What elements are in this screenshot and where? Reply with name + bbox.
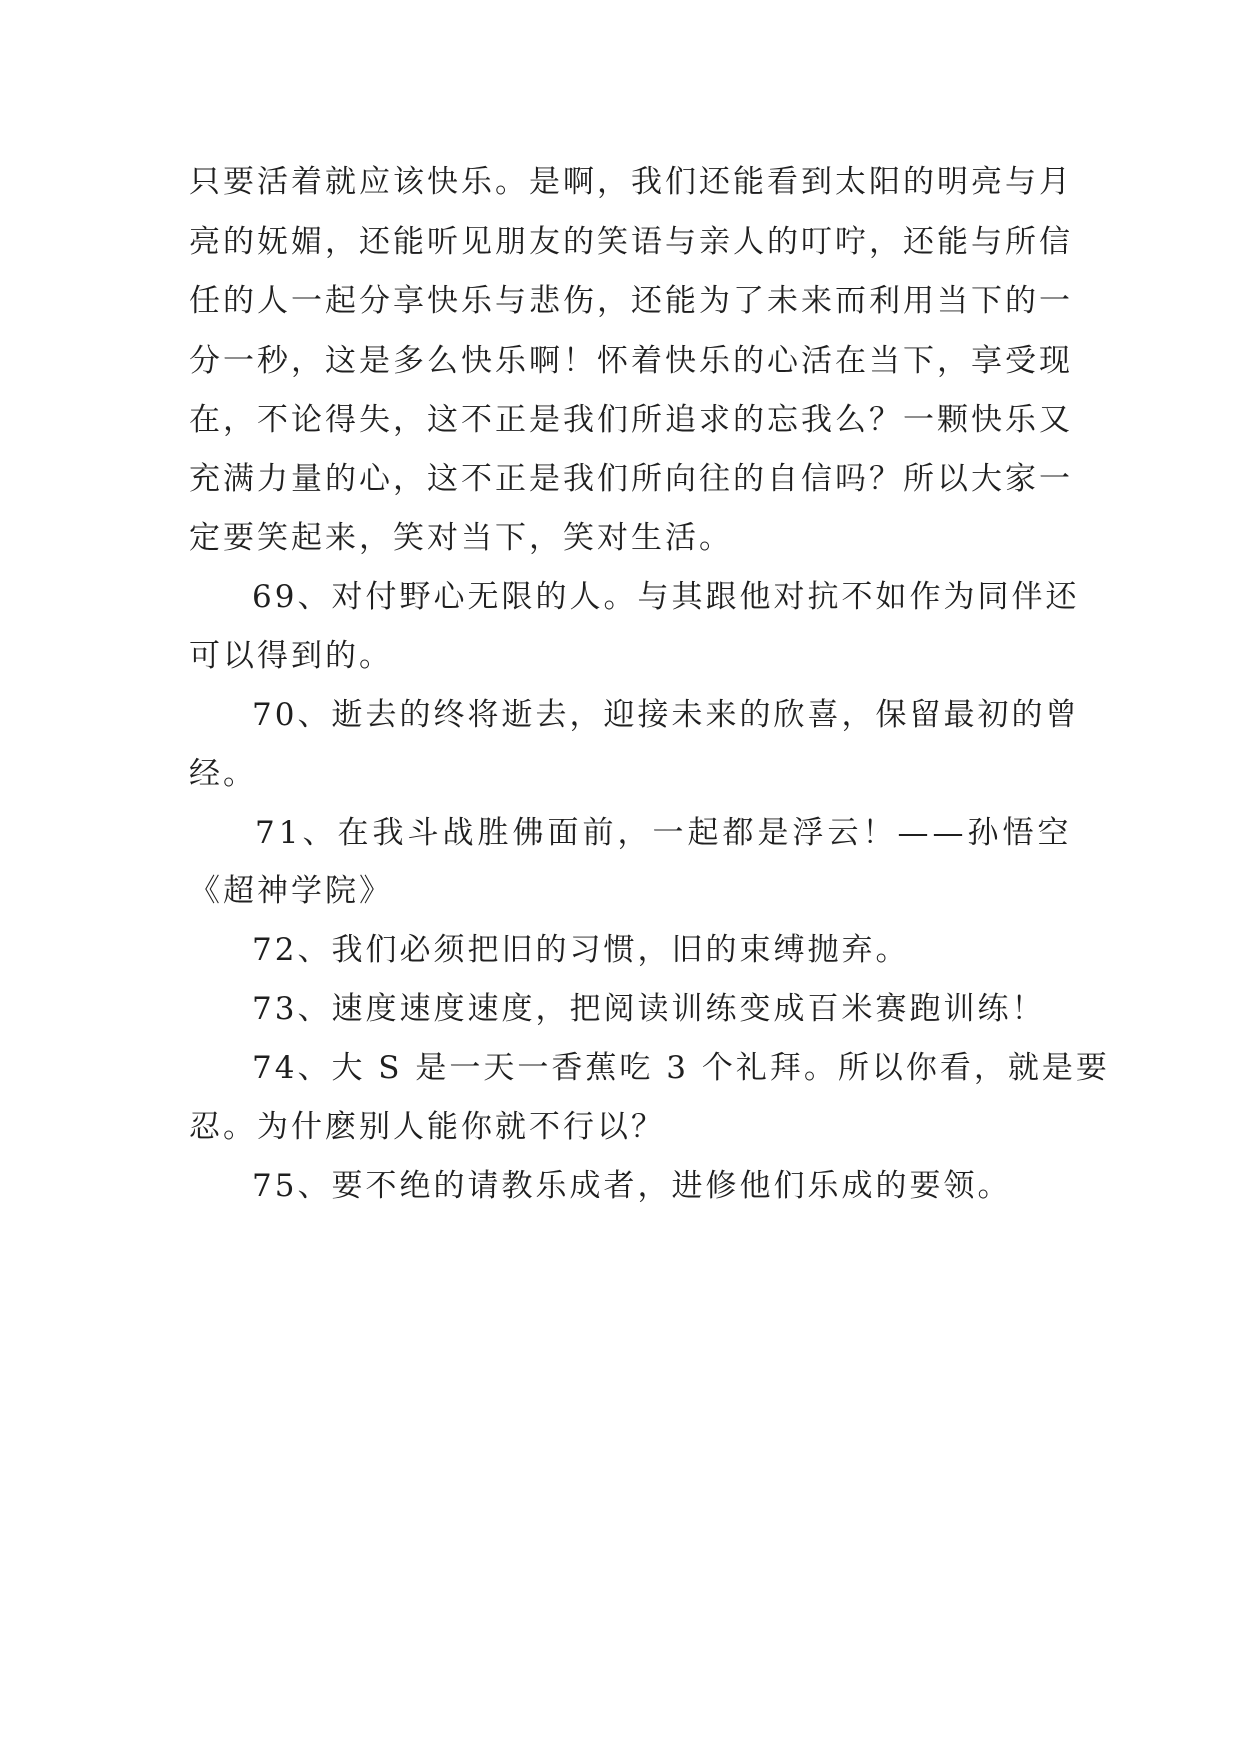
quote-69: 69、对付野心无限的人。与其跟他对抗不如作为同伴还 bbox=[252, 579, 1080, 615]
text-line: 只要活着就应该快乐。是啊，我们还能看到太阳的明亮与月 bbox=[189, 164, 1073, 200]
text-line: 分一秒，这是多么快乐啊！怀着快乐的心活在当下，享受现 bbox=[189, 343, 1073, 379]
quote-74: 74、大 S 是一天一香蕉吃 3 个礼拜。所以你看，就是要 bbox=[252, 1050, 1110, 1086]
text-line: 在，不论得失，这不正是我们所追求的忘我么？一颗快乐又 bbox=[189, 402, 1073, 438]
quote-70: 70、逝去的终将逝去，迎接未来的欣喜，保留最初的曾 bbox=[252, 697, 1080, 733]
text-line: 《超神学院》 bbox=[189, 873, 393, 909]
text-line: 定要笑起来，笑对当下，笑对生活。 bbox=[189, 520, 733, 556]
quote-75: 75、要不绝的请教乐成者，进修他们乐成的要领。 bbox=[252, 1168, 1012, 1204]
text-line: 充满力量的心，这不正是我们所向往的自信吗？所以大家一 bbox=[189, 461, 1073, 497]
quote-72: 72、我们必须把旧的习惯，旧的束缚抛弃。 bbox=[252, 932, 910, 968]
text-line: 任的人一起分享快乐与悲伤，还能为了未来而利用当下的一 bbox=[189, 283, 1073, 319]
text-line: 可以得到的。 bbox=[189, 638, 393, 674]
quote-71: 71、在我斗战胜佛面前，一起都是浮云！——孙悟空 bbox=[255, 815, 1073, 851]
text-line: 经。 bbox=[189, 756, 257, 792]
quote-73: 73、速度速度速度，把阅读训练变成百米赛跑训练！ bbox=[252, 991, 1046, 1027]
text-line: 忍。为什麽别人能你就不行以？ bbox=[189, 1109, 665, 1145]
text-line: 亮的妩媚，还能听见朋友的笑语与亲人的叮咛，还能与所信 bbox=[189, 224, 1073, 260]
